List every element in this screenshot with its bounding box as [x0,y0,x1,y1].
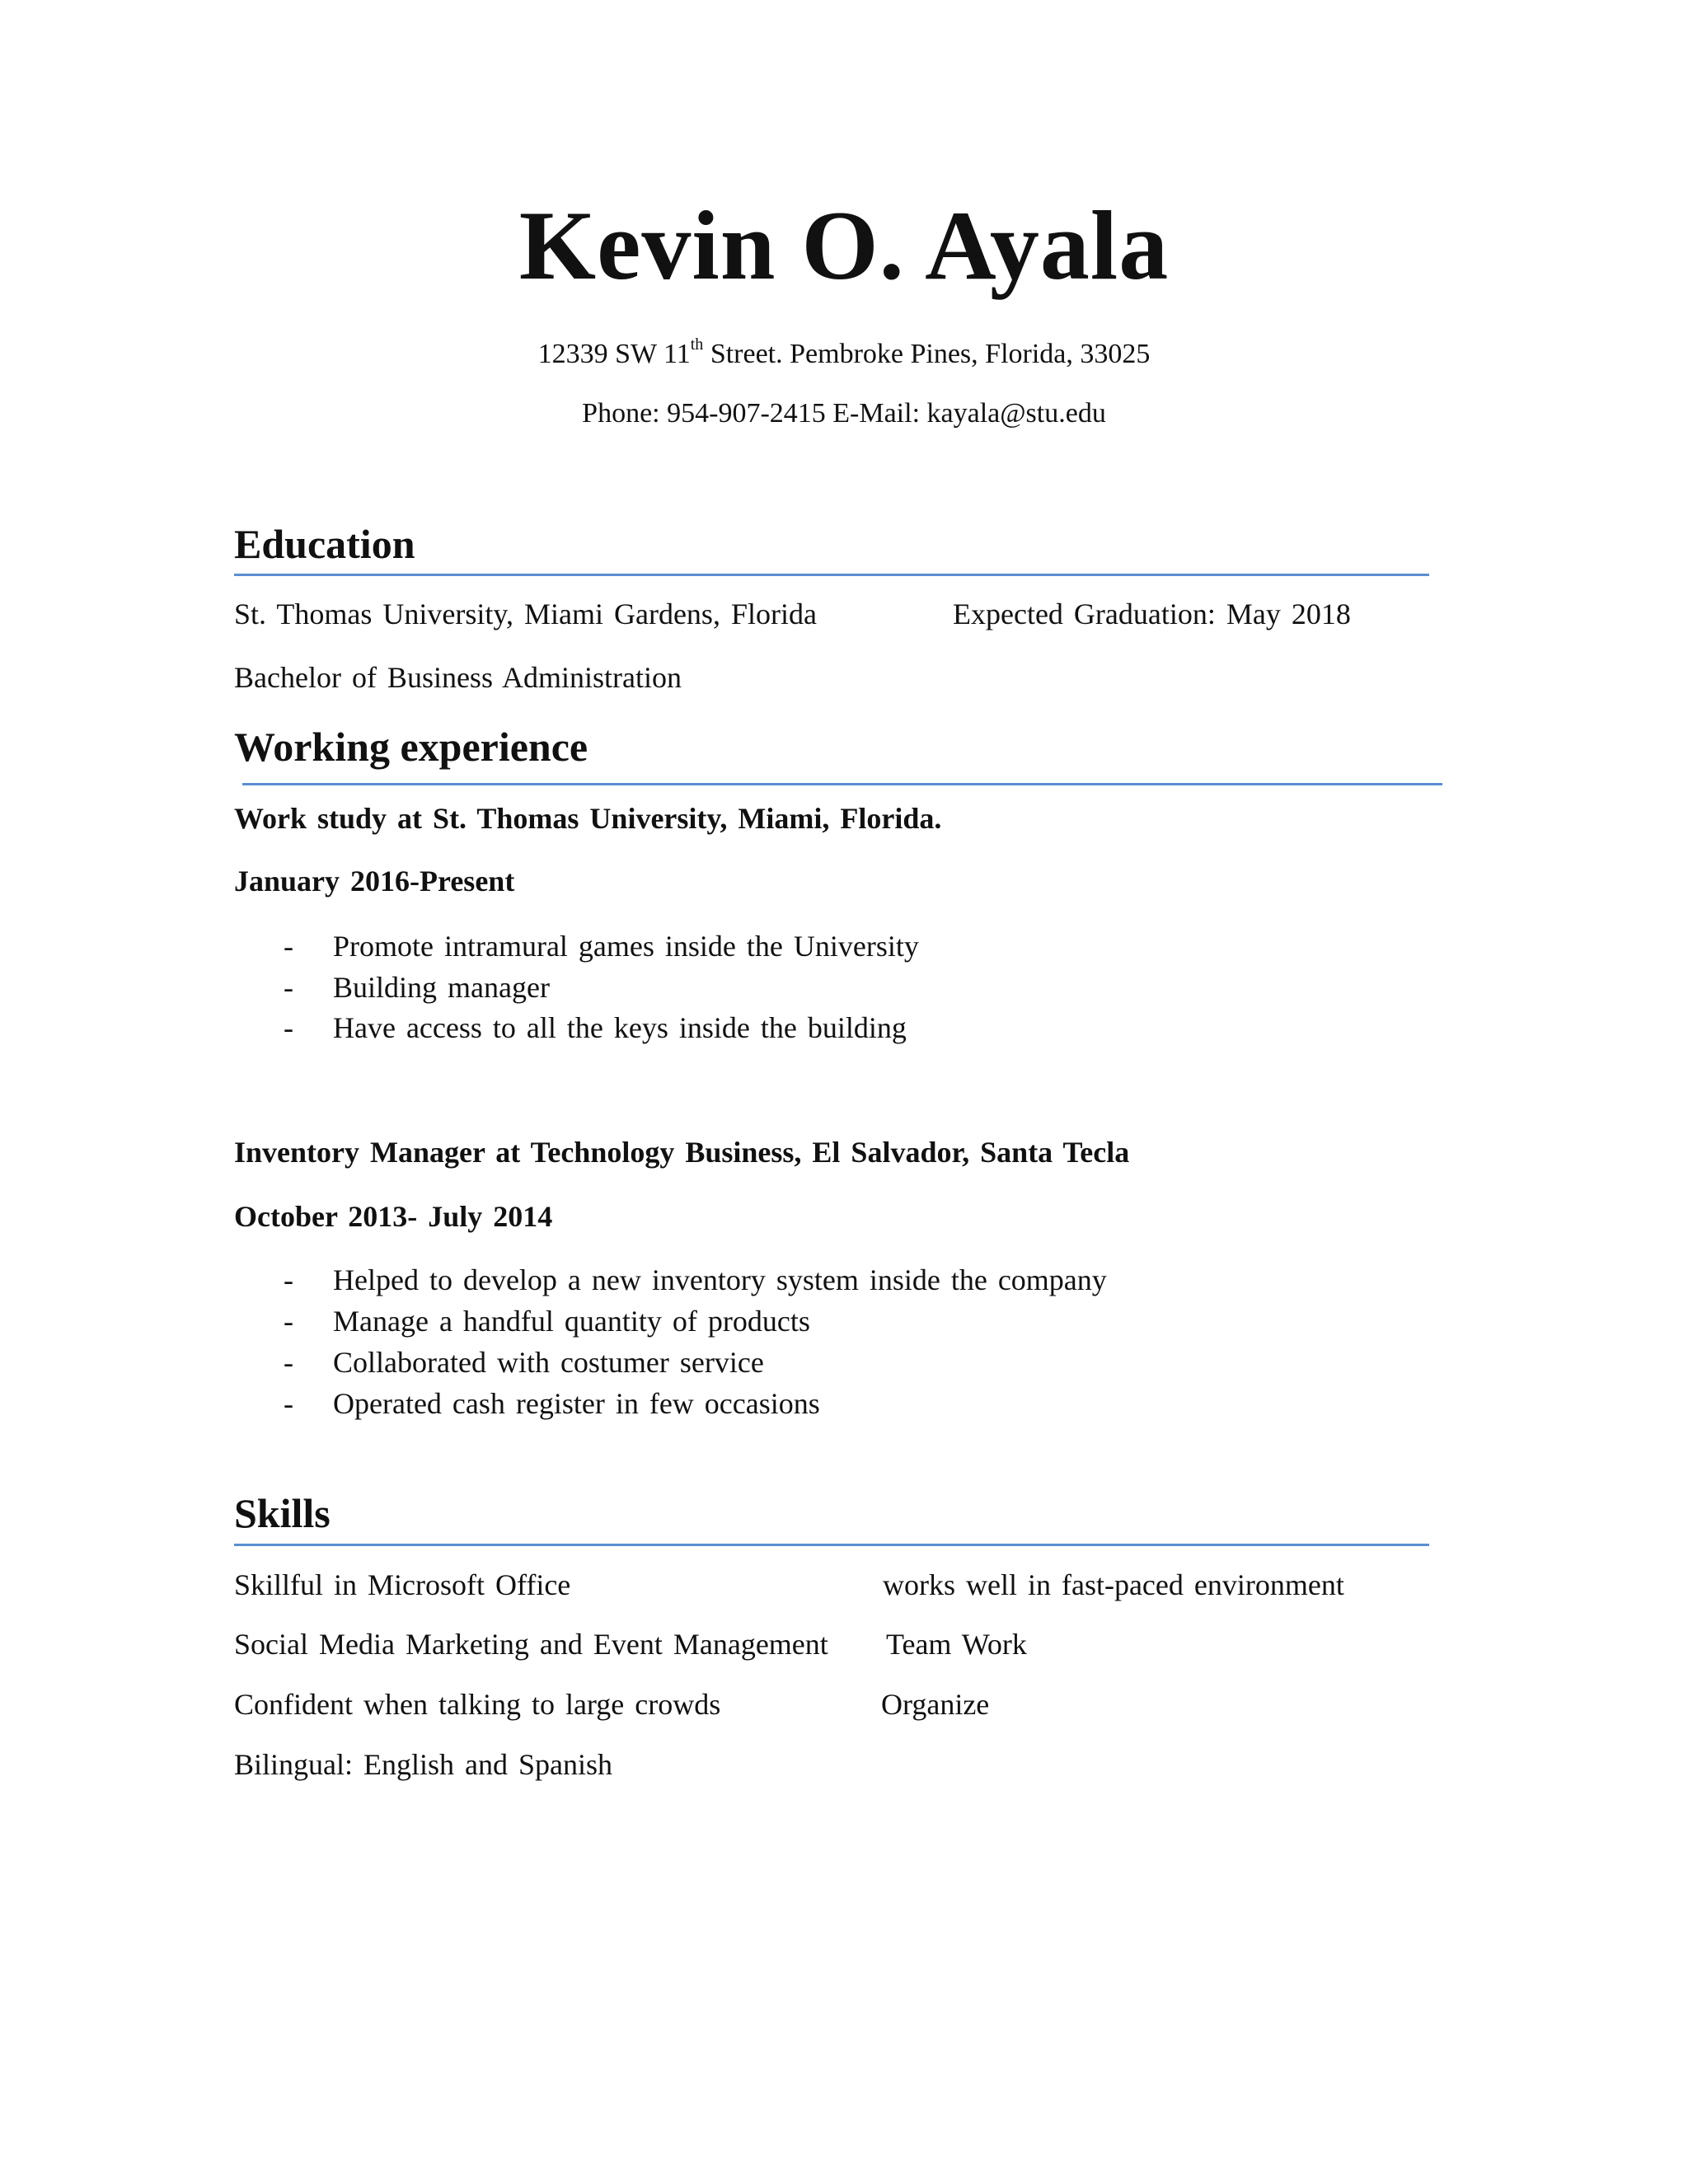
job-2-bullet: Manage a handful quantity of products [333,1305,810,1338]
address-part2: Street. Pembroke Pines, Florida, 33025 [703,339,1151,369]
education-school: St. Thomas University, Miami Gardens, Florida [234,598,817,630]
job-2-bullet: Collaborated with costumer service [333,1346,764,1379]
address-part1: 12339 SW 11 [537,339,691,369]
skill-left: Social Media Marketing and Event Management [234,1628,828,1661]
experience-heading: Working experience [234,724,588,770]
education-graduation: Expected Graduation: May 2018 [953,598,1351,630]
bullet-dash: - [284,1263,293,1296]
job-1-dates: January 2016-Present [234,865,515,898]
job-2-dates: October 2013- July 2014 [234,1200,553,1233]
education-rule [234,574,1429,576]
skills-heading: Skills [234,1490,331,1536]
bullet-dash: - [284,1305,293,1338]
job-2-title: Inventory Manager at Technology Business, El Salvador, Santa Tecla [234,1136,1130,1169]
bullet-dash: - [284,1346,293,1379]
contact-line: Phone: 954-907-2415 E-Mail: kayala@stu.edu [582,398,1106,429]
address-sup: th [690,335,704,354]
skill-left: Confident when talking to large crowds [234,1688,721,1721]
bullet-dash: - [284,930,293,963]
experience-rule [242,783,1442,785]
job-1-title: Work study at St. Thomas University, Miami, Florida. [234,802,942,835]
skill-right: Team Work [886,1628,1027,1661]
job-2-bullet: Operated cash register in few occasions [333,1387,820,1420]
bullet-dash: - [284,1011,293,1044]
skill-left: Bilingual: English and Spanish [234,1748,612,1781]
education-degree: Bachelor of Business Administration [234,661,682,694]
job-2-bullet: Helped to develop a new inventory system inside the company [333,1263,1107,1296]
resume-name: Kevin O. Ayala [518,190,1170,300]
skill-left: Skillful in Microsoft Office [234,1568,571,1601]
address-line [0,335,1688,372]
job-1-bullet: Building manager [333,971,550,1004]
skill-right: works well in fast-paced environment [883,1568,1344,1601]
education-heading: Education [234,521,415,567]
job-1-bullet: Have access to all the keys inside the building [333,1011,907,1044]
bullet-dash: - [284,1387,293,1420]
job-1-bullet: Promote intramural games inside the University [333,930,919,963]
skill-right: Organize [881,1688,990,1721]
bullet-dash: - [284,971,293,1004]
skills-rule [234,1544,1429,1546]
